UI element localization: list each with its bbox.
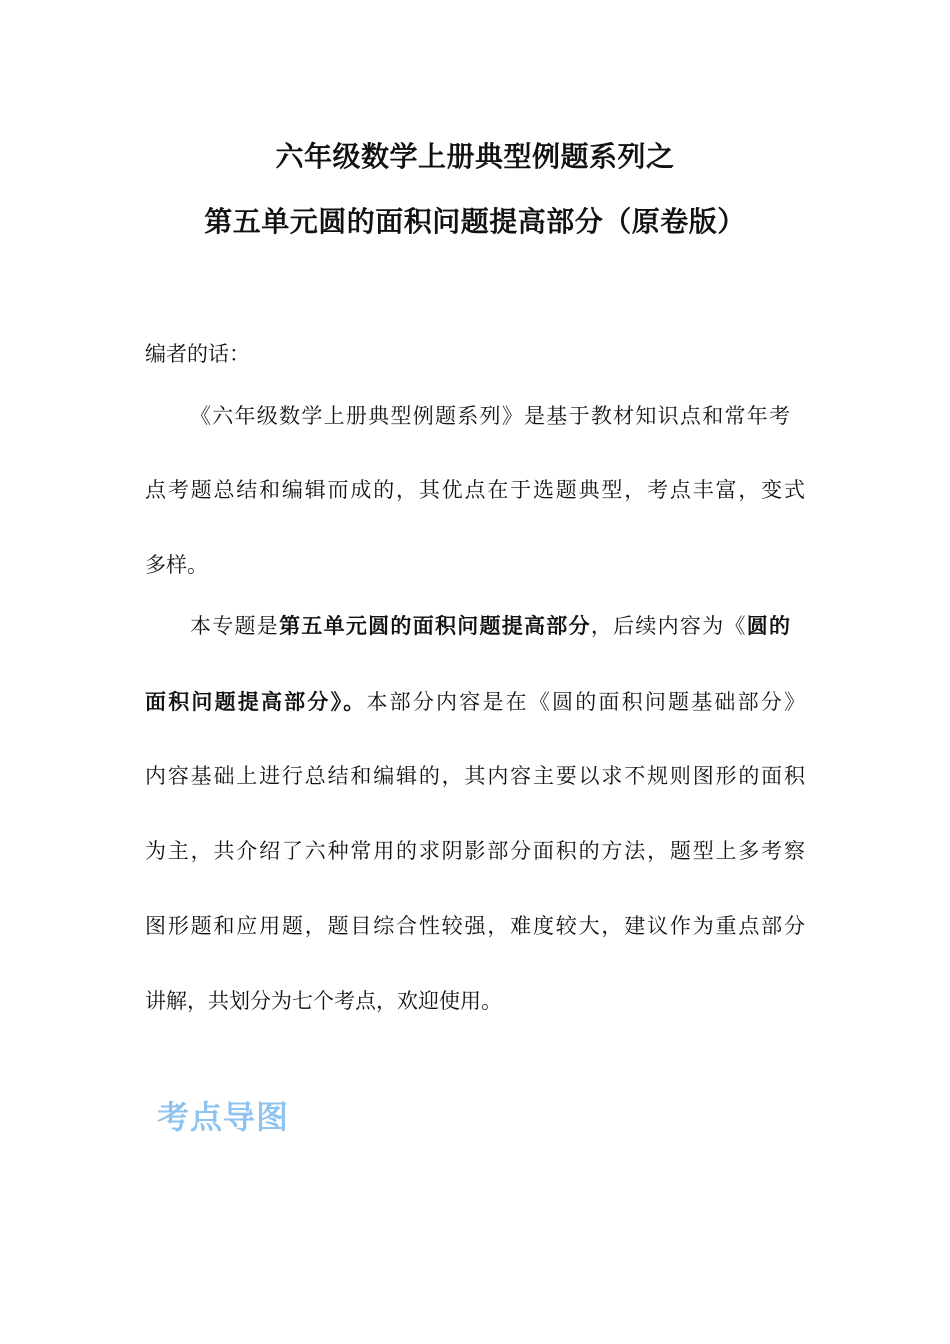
editor-note-label: 编者的话：: [145, 342, 250, 366]
paragraph-2-topic-bold: 第五单元圆的面积问题提高部分: [279, 614, 591, 638]
paragraph-2-followup-bold: 面积问题提高部分》。: [145, 690, 367, 714]
paragraph-1-line-2: 点考题总结和编辑而成的，其优点在于选题典型，考点丰富，变式: [145, 478, 805, 502]
paragraph-2-text: 本专题是: [190, 614, 280, 638]
document-title-line-1: 六年级数学上册典型例题系列之: [275, 140, 675, 173]
paragraph-2-line-1: [190, 610, 790, 640]
paragraph-2-line-4: 为主，共介绍了六种常用的求阴影部分面积的方法，题型上多考察: [145, 839, 805, 863]
document-title-line-2: 第五单元圆的面积问题提高部分（原卷版）: [204, 205, 746, 238]
paragraph-2-text: ，后续内容为《: [590, 614, 747, 638]
paragraph-1-line-1: 《六年级数学上册典型例题系列》是基于教材知识点和常年考: [190, 404, 790, 428]
paragraph-2-followup-bold: 圆的: [746, 614, 791, 638]
paragraph-2-line-3: 内容基础上进行总结和编辑的，其内容主要以求不规则图形的面积: [145, 764, 805, 788]
paragraph-1-line-3: 多样。: [145, 553, 208, 577]
paragraph-2-text: 本部分内容是在《圆的面积问题基础部分》: [366, 690, 806, 714]
paragraph-2-line-6: 讲解，共划分为七个考点，欢迎使用。: [145, 989, 502, 1013]
paragraph-2-line-2: [145, 686, 805, 716]
section-heading-mind-map: 考点导图: [157, 1098, 290, 1136]
paragraph-2-line-5: 图形题和应用题，题目综合性较强，难度较大，建议作为重点部分: [145, 914, 805, 938]
